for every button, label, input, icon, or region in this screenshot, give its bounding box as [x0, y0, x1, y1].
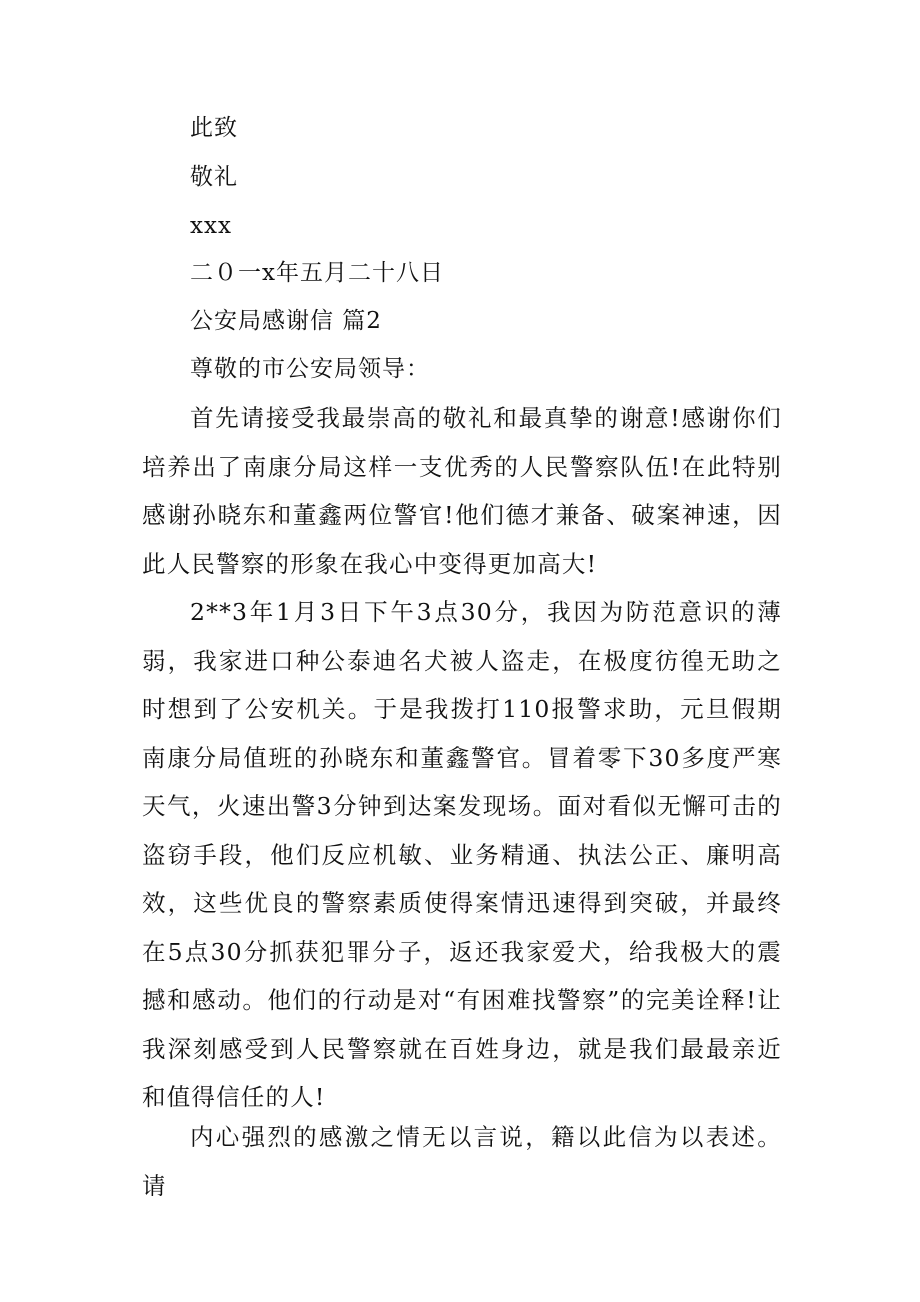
body-paragraph-2: 2**3年1月3日下午3点30分，我因为防范意识的薄弱，我家进口种公泰迪名犬被人盗走，在极度彷徨无助之时想到了公安机关。于是我拨打110报警求助，元旦假期南康分局值班的孙晓东和董鑫警官。冒着零下30多度严寒天气，火速出警3分钟到达案发现场。面对看似无懈可击的盗窃手段，他们反应机敏、业务精通、执法公正、廉明高效，这些优良的警察素质使得案情迅速得到突破，并最终在5点30分抓获犯罪分子，返还我家爱犬，给我极大的震撼和感动。他们的行动是对“有困难找警察”的完美诠释!让我深刻感受到人民警察就在百姓身边，就是我们最最亲近和值得信任的人!	[142, 598, 782, 1111]
signature: xxx	[190, 213, 232, 239]
section-title: 公安局感谢信 篇2	[190, 308, 382, 334]
greeting: 尊敬的市公安局领导：	[190, 356, 430, 382]
closing-salutation: 此致	[190, 115, 238, 141]
body-paragraph-3: 内心强烈的感激之情无以言说，籍以此信为以表述。请	[142, 1123, 782, 1200]
body-paragraph-1: 首先请接受我最崇高的敬礼和最真挚的谢意!感谢你们培养出了南康分局这样一支优秀的人民警察队伍!在此特别感谢孙晓东和董鑫两位警官!他们德才兼备、破案神速，因此人民警察的形象在我心中变得更加高大!	[142, 404, 782, 578]
closing-regards: 敬礼	[190, 164, 238, 190]
letter-date: 二０一x年五月二十八日	[190, 260, 444, 286]
